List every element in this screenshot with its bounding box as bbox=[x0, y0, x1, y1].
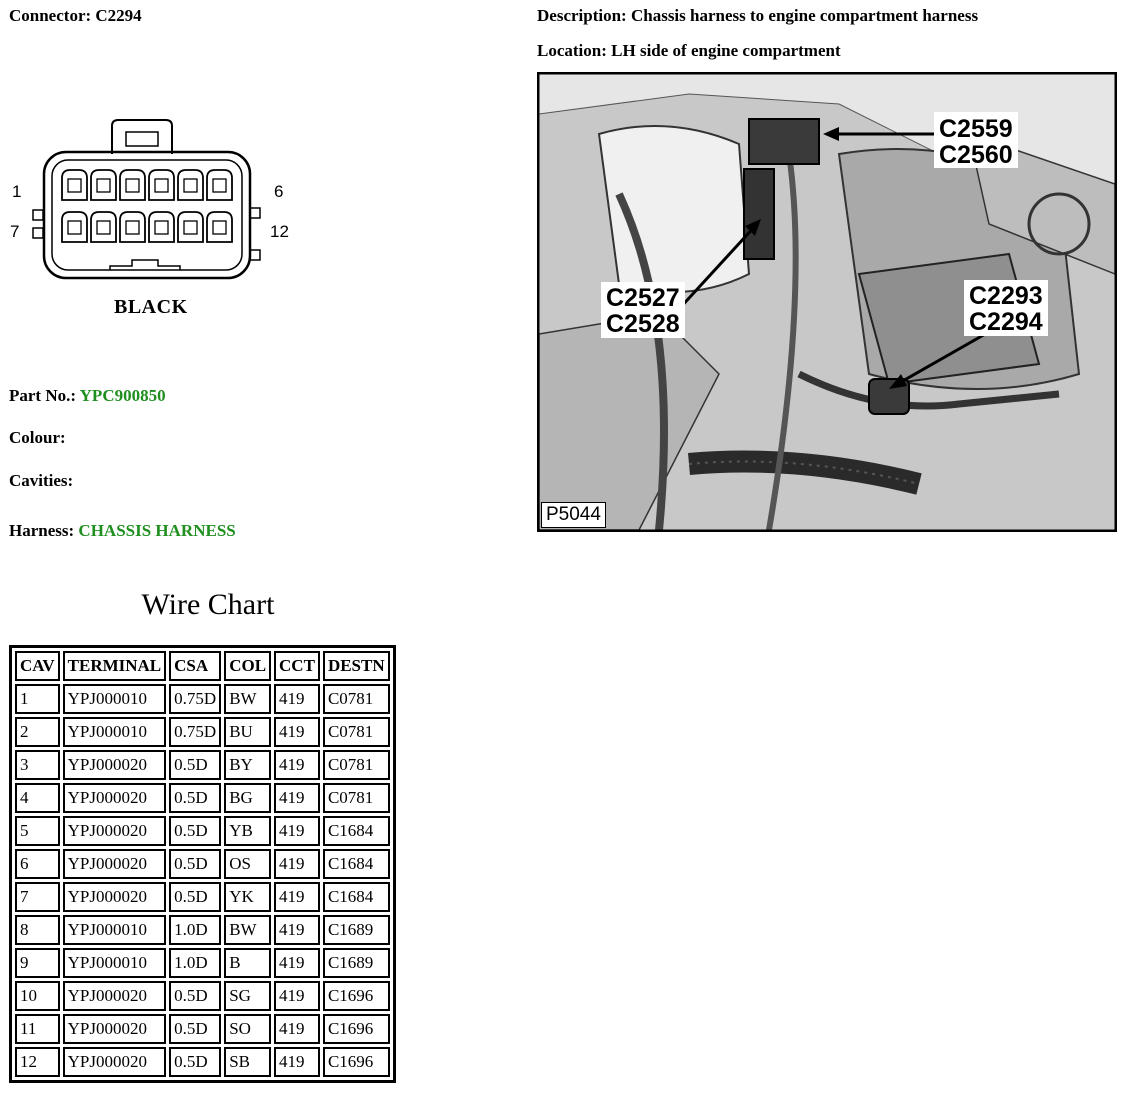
cell-col: BW bbox=[224, 915, 271, 945]
callout-c2559: C2559 bbox=[939, 115, 1013, 143]
cell-terminal: YPJ000010 bbox=[63, 948, 167, 978]
cell-csa: 0.5D bbox=[169, 1014, 221, 1044]
table-row bbox=[15, 816, 390, 846]
location-photo bbox=[537, 72, 1117, 532]
table-row bbox=[15, 684, 390, 714]
cell-col: SO bbox=[224, 1014, 271, 1044]
cavity-3 bbox=[120, 170, 145, 200]
cavity-terminal-2 bbox=[97, 179, 110, 192]
pin-number-1: 1 bbox=[12, 182, 22, 201]
table-row bbox=[15, 948, 390, 978]
cell-cav: 11 bbox=[15, 1014, 60, 1044]
cell-cct: 419 bbox=[274, 816, 320, 846]
cell-cct: 419 bbox=[274, 915, 320, 945]
cell-terminal: YPJ000010 bbox=[63, 717, 167, 747]
cell-csa: 0.5D bbox=[169, 816, 221, 846]
connector-label: Connector: bbox=[9, 6, 92, 25]
description-label: Description: bbox=[537, 6, 627, 25]
callout-c2527: C2527 bbox=[606, 284, 680, 312]
cavity-8 bbox=[91, 212, 116, 242]
cell-cct: 419 bbox=[274, 717, 320, 747]
cell-cav: 8 bbox=[15, 915, 60, 945]
column-header-destn: DESTN bbox=[323, 651, 390, 681]
cell-terminal: YPJ000020 bbox=[63, 981, 167, 1011]
cell-col: SG bbox=[224, 981, 271, 1011]
colour-label: Colour: bbox=[9, 428, 66, 447]
cell-terminal: YPJ000020 bbox=[63, 882, 167, 912]
cell-destn[interactable]: C1696 bbox=[323, 1047, 390, 1077]
cell-terminal: YPJ000010 bbox=[63, 915, 167, 945]
cell-destn[interactable]: C0781 bbox=[323, 750, 390, 780]
column-header-terminal: TERMINAL bbox=[63, 651, 167, 681]
cell-col: BU bbox=[224, 717, 271, 747]
pin-number-7: 7 bbox=[10, 222, 20, 241]
description-value: Chassis harness to engine compartment harness bbox=[630, 6, 979, 25]
cell-cct: 419 bbox=[274, 750, 320, 780]
cell-cav: 9 bbox=[15, 948, 60, 978]
cavity-terminal-10 bbox=[155, 221, 168, 234]
cavity-9 bbox=[120, 212, 145, 242]
cell-destn[interactable]: C1689 bbox=[323, 948, 390, 978]
callout-c2528: C2528 bbox=[606, 310, 680, 338]
cell-cct: 419 bbox=[274, 948, 320, 978]
cavity-terminal-6 bbox=[213, 179, 226, 192]
cell-csa: 0.75D bbox=[169, 684, 221, 714]
connector-value: C2294 bbox=[95, 6, 142, 25]
wire-chart-header-row bbox=[15, 651, 390, 681]
table-row bbox=[15, 1014, 390, 1044]
cavity-4 bbox=[149, 170, 174, 200]
column-header-csa: CSA bbox=[169, 651, 221, 681]
cell-col: B bbox=[224, 948, 271, 978]
wire-chart-title: Wire Chart bbox=[141, 588, 275, 621]
cell-col: BG bbox=[224, 783, 271, 813]
cavity-6 bbox=[207, 170, 232, 200]
photo-reference: P5044 bbox=[541, 502, 606, 528]
cell-destn[interactable]: C1696 bbox=[323, 1014, 390, 1044]
part-number-label: Part No.: bbox=[9, 386, 77, 405]
cell-cct: 419 bbox=[274, 1014, 320, 1044]
cell-terminal: YPJ000020 bbox=[63, 750, 167, 780]
cavity-10 bbox=[149, 212, 174, 242]
cavity-terminal-9 bbox=[126, 221, 139, 234]
cell-col: BY bbox=[224, 750, 271, 780]
cavity-12 bbox=[207, 212, 232, 242]
cell-col: YB bbox=[224, 816, 271, 846]
harness-label: Harness: bbox=[9, 521, 75, 540]
part-number-link[interactable]: YPC900850 bbox=[79, 386, 166, 405]
table-row bbox=[15, 981, 390, 1011]
description-heading bbox=[537, 6, 978, 26]
cell-destn[interactable]: C1684 bbox=[323, 849, 390, 879]
cavity-1 bbox=[62, 170, 87, 200]
cell-col: OS bbox=[224, 849, 271, 879]
cell-csa: 0.5D bbox=[169, 882, 221, 912]
location-heading bbox=[537, 41, 841, 61]
wire-chart-table bbox=[9, 645, 396, 1083]
harness-row bbox=[9, 521, 236, 541]
table-row bbox=[15, 849, 390, 879]
cell-cct: 419 bbox=[274, 1047, 320, 1077]
cell-destn[interactable]: C0781 bbox=[323, 717, 390, 747]
cell-cav: 12 bbox=[15, 1047, 60, 1077]
cell-csa: 0.5D bbox=[169, 783, 221, 813]
column-header-cct: CCT bbox=[274, 651, 320, 681]
callout-c2293: C2293 bbox=[969, 282, 1043, 310]
cavity-terminal-11 bbox=[184, 221, 197, 234]
cavity-terminal-8 bbox=[97, 221, 110, 234]
cavity-11 bbox=[178, 212, 203, 242]
cell-csa: 0.75D bbox=[169, 717, 221, 747]
table-row bbox=[15, 783, 390, 813]
cell-cav: 1 bbox=[15, 684, 60, 714]
cell-cav: 10 bbox=[15, 981, 60, 1011]
cell-cct: 419 bbox=[274, 981, 320, 1011]
cell-cav: 4 bbox=[15, 783, 60, 813]
cell-destn[interactable]: C1684 bbox=[323, 882, 390, 912]
cell-destn[interactable]: C1689 bbox=[323, 915, 390, 945]
pin-number-6: 6 bbox=[274, 182, 284, 201]
connector-heading bbox=[9, 6, 142, 26]
cell-cct: 419 bbox=[274, 849, 320, 879]
cavity-terminal-12 bbox=[213, 221, 226, 234]
callout-c2294: C2294 bbox=[969, 308, 1043, 336]
connector-colour-label: BLACK bbox=[114, 296, 188, 318]
cell-cav: 7 bbox=[15, 882, 60, 912]
cavity-terminal-3 bbox=[126, 179, 139, 192]
cell-cav: 3 bbox=[15, 750, 60, 780]
cell-cav: 6 bbox=[15, 849, 60, 879]
cell-terminal: YPJ000020 bbox=[63, 783, 167, 813]
table-row bbox=[15, 915, 390, 945]
cavity-7 bbox=[62, 212, 87, 242]
harness-link[interactable]: CHASSIS HARNESS bbox=[78, 521, 236, 540]
cell-csa: 0.5D bbox=[169, 1047, 221, 1077]
column-header-cav: CAV bbox=[15, 651, 60, 681]
cell-csa: 0.5D bbox=[169, 750, 221, 780]
pin-number-12: 12 bbox=[270, 222, 289, 241]
table-row bbox=[15, 750, 390, 780]
engine-bay-illustration bbox=[539, 74, 1115, 530]
cell-terminal: YPJ000020 bbox=[63, 1047, 167, 1077]
cell-terminal: YPJ000020 bbox=[63, 1014, 167, 1044]
cell-destn[interactable]: C0781 bbox=[323, 783, 390, 813]
cavity-terminal-7 bbox=[68, 221, 81, 234]
cavity-terminal-1 bbox=[68, 179, 81, 192]
part-number-row bbox=[9, 386, 166, 406]
cavity-terminal-4 bbox=[155, 179, 168, 192]
cavity-5 bbox=[178, 170, 203, 200]
cell-csa: 1.0D bbox=[169, 948, 221, 978]
cavity-2 bbox=[91, 170, 116, 200]
table-row bbox=[15, 882, 390, 912]
callout-c2560: C2560 bbox=[939, 141, 1013, 169]
cell-destn[interactable]: C1684 bbox=[323, 816, 390, 846]
connector-diagram bbox=[0, 110, 320, 330]
table-row bbox=[15, 1047, 390, 1077]
cell-terminal: YPJ000020 bbox=[63, 816, 167, 846]
cell-csa: 1.0D bbox=[169, 915, 221, 945]
cell-destn[interactable]: C1696 bbox=[323, 981, 390, 1011]
cell-csa: 0.5D bbox=[169, 981, 221, 1011]
cell-terminal: YPJ000010 bbox=[63, 684, 167, 714]
cavity-terminal-5 bbox=[184, 179, 197, 192]
cell-cav: 5 bbox=[15, 816, 60, 846]
cell-csa: 0.5D bbox=[169, 849, 221, 879]
location-label: Location: bbox=[537, 41, 607, 60]
column-header-col: COL bbox=[224, 651, 271, 681]
cell-col: SB bbox=[224, 1047, 271, 1077]
cell-col: BW bbox=[224, 684, 271, 714]
cell-destn[interactable]: C0781 bbox=[323, 684, 390, 714]
location-value: LH side of engine compartment bbox=[611, 41, 841, 60]
cavities-label: Cavities: bbox=[9, 471, 74, 490]
table-row bbox=[15, 717, 390, 747]
cell-cct: 419 bbox=[274, 684, 320, 714]
cell-cav: 2 bbox=[15, 717, 60, 747]
cell-terminal: YPJ000020 bbox=[63, 849, 167, 879]
cell-cct: 419 bbox=[274, 882, 320, 912]
cell-col: YK bbox=[224, 882, 271, 912]
cell-cct: 419 bbox=[274, 783, 320, 813]
